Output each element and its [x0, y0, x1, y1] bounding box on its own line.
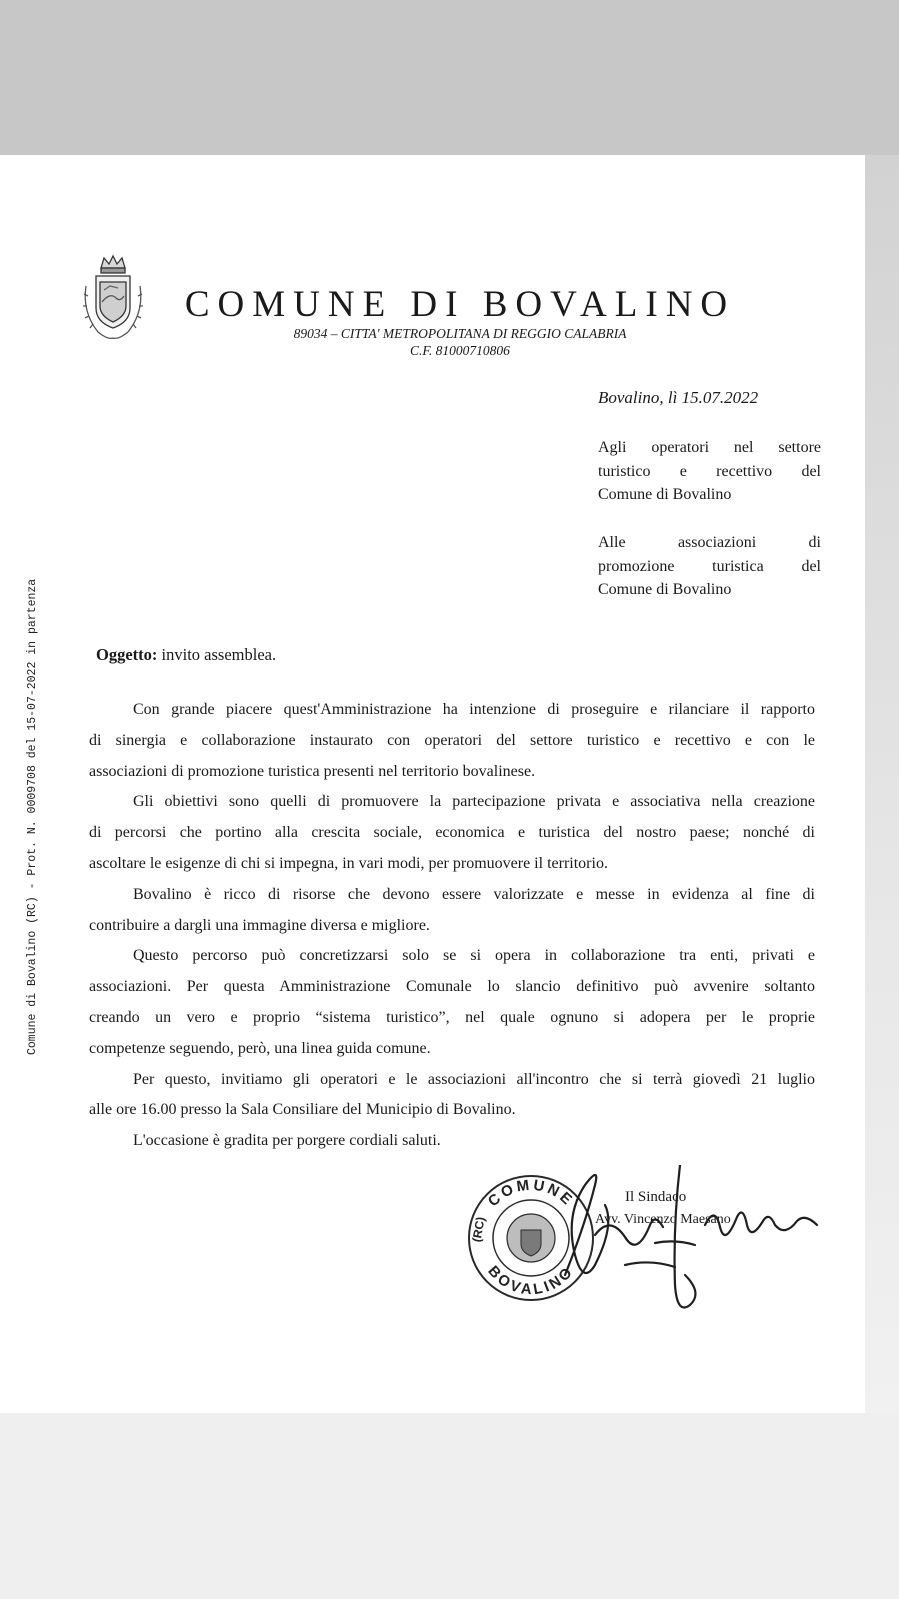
recipient-block-operators: [598, 436, 821, 507]
recipient-line: Agli operatori nel settore: [598, 439, 821, 456]
subject-label: Oggetto:: [96, 645, 158, 664]
right-background: [865, 155, 899, 1413]
body-line: di sinergia e collaborazione instaurato con operatori del settore turistico e recettivo e con le: [89, 731, 815, 749]
body-line: L'occasione è gradita per porgere cordiali saluti.: [133, 1132, 441, 1150]
body-line: contribuire a dargli una immagine diversa e migliore.: [89, 916, 430, 934]
protocol-stamp-text: Comune di Bovalino (RC) - Prot. N. 0009708 del 15-07-2022 in partenza: [26, 578, 39, 1055]
recipient-line: Comune di Bovalino: [598, 581, 732, 598]
body-line: associazioni di promozione turistica presenti nel territorio bovalinese.: [89, 762, 536, 780]
signatory-name: Avv. Vincenzo Maesano: [595, 1212, 731, 1227]
body-line: associazioni. Per questa Amministrazione Comunale lo slancio definitivo può avvenire soltanto: [89, 978, 815, 996]
body-line: alle ore 16.00 presso la Sala Consiliare del Municipio di Bovalino.: [89, 1101, 516, 1119]
body-line: Per questo, invitiamo gli operatori e le associazioni all'incontro che si terrà giovedì 21 luglio: [133, 1070, 815, 1088]
top-background: [0, 0, 899, 155]
body-line: competenze seguendo, però, una linea guida comune.: [89, 1039, 431, 1057]
recipient-line: Alle associazioni di: [598, 534, 821, 551]
recipient-line: promozione turistica del: [598, 557, 821, 575]
subject-line: [96, 645, 276, 665]
subject-text: invito assemblea.: [157, 645, 277, 664]
stamp-side-text: (RC): [469, 1215, 488, 1244]
body-line: Gli obiettivi sono quelli di promuovere la partecipazione privata e associativa nella creazione: [133, 793, 815, 811]
letterhead: [170, 285, 750, 359]
fiscal-code: C.F. 81000710806: [410, 343, 510, 358]
body-line: Bovalino è ricco di risorse che devono essere valorizzate e messe in evidenza al fine di: [133, 885, 815, 903]
letter-body: [89, 695, 815, 1157]
stamp-bottom-text: BOVALINO: [484, 1262, 578, 1299]
signatory-role: Il Sindaco: [625, 1189, 687, 1205]
recipient-line: turistico e recettivo del: [598, 462, 821, 480]
recipient-block-associations: [598, 531, 821, 602]
body-line: Con grande piacere quest'Amministrazione ha intenzione di proseguire e rilanciare il rapporto: [133, 701, 815, 718]
bottom-background: [0, 1413, 899, 1599]
letter-date: Bovalino, lì 15.07.2022: [598, 388, 759, 407]
body-line: creando un vero e proprio “sistema turistico”, nel quale ognuno si adopera per le proprie: [89, 1008, 815, 1026]
recipient-line: Comune di Bovalino: [598, 486, 732, 503]
body-line: ascoltare le esigenze di chi si impegna, in vari modi, per promuovere il territorio.: [89, 854, 608, 872]
body-line: di percorsi che portino alla crescita sociale, economica e turistica del nostro paese; nonché di: [89, 824, 815, 842]
municipality-address: 89034 – CITTA' METROPOLITANA DI REGGIO CALABRIA: [293, 326, 627, 341]
body-line: Questo percorso può concretizzarsi solo se si opera in collaborazione tra enti, privati e: [133, 947, 815, 965]
municipality-title: COMUNE DI BOVALINO: [184, 284, 736, 325]
municipal-crest-icon: [80, 252, 146, 346]
handwritten-signature: [555, 1165, 830, 1320]
stamp-top-text: COMUNE: [484, 1176, 578, 1211]
